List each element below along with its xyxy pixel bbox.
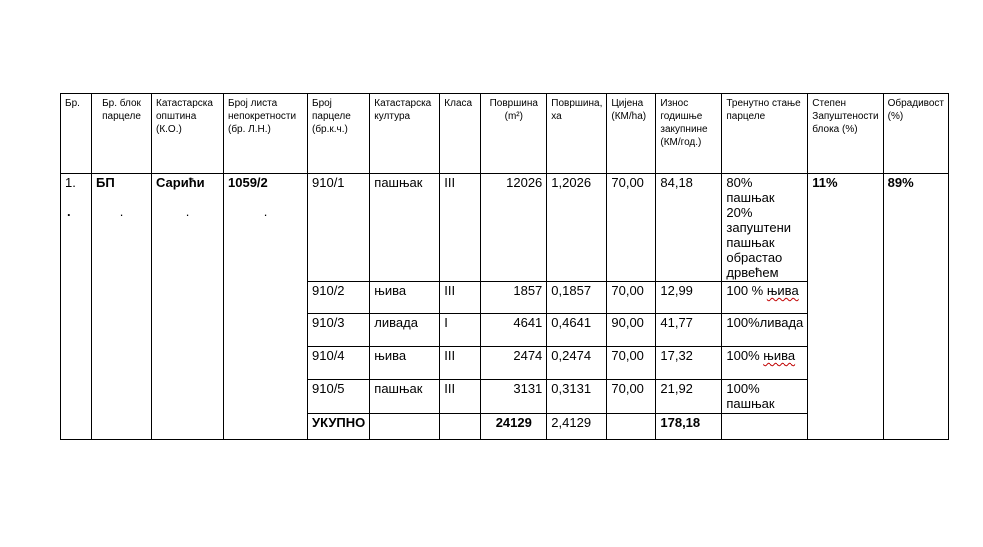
- state-prefix: 100 %: [726, 283, 767, 298]
- parcel-culture: пашњак: [370, 174, 440, 282]
- block-cell: [92, 174, 152, 440]
- parcel-state: 100%ливада: [722, 314, 808, 347]
- total-rent: 178,18: [656, 414, 722, 440]
- header-neglect: Степен Запуштености блока (%): [808, 94, 883, 174]
- total-label: УКУПНО: [308, 414, 370, 440]
- header-area-ha: Површина, ха: [547, 94, 607, 174]
- parcel-culture: њива: [370, 347, 440, 380]
- parcel-price: 90,00: [607, 314, 656, 347]
- parcel-state: [722, 282, 808, 314]
- header-rent: Износ годишње закупнине (КМ/год.): [656, 94, 722, 174]
- parcel-area-m2: 4641: [481, 314, 547, 347]
- parcel-price: 70,00: [607, 380, 656, 414]
- parcel-class: I: [440, 314, 481, 347]
- parcel-area-m2: 3131: [481, 380, 547, 414]
- municipality-cell: [152, 174, 224, 440]
- parcel-area-m2: 2474: [481, 347, 547, 380]
- table-row: [61, 174, 949, 282]
- parcel-price: 70,00: [607, 282, 656, 314]
- parcel-rent: 41,77: [656, 314, 722, 347]
- record-neglect: 11%: [808, 174, 883, 440]
- total-empty-state: [722, 414, 808, 440]
- record-cultivation: 89%: [883, 174, 948, 440]
- parcel-area-m2: 12026: [481, 174, 547, 282]
- parcel-rent: 84,18: [656, 174, 722, 282]
- parcel-culture: њива: [370, 282, 440, 314]
- record-dot: .: [67, 204, 71, 219]
- parcel-no: 910/1: [308, 174, 370, 282]
- parcel-price: 70,00: [607, 174, 656, 282]
- total-area-m2: 24129: [481, 414, 547, 440]
- record-municipality: Сарићи: [156, 175, 205, 190]
- deed-cell: [224, 174, 308, 440]
- parcel-area-ha: 0,1857: [547, 282, 607, 314]
- header-state: Тренутно стање парцеле: [722, 94, 808, 174]
- parcel-rent: 21,92: [656, 380, 722, 414]
- header-no: Бр.: [61, 94, 92, 174]
- parcel-state: [722, 347, 808, 380]
- parcel-rent: 17,32: [656, 347, 722, 380]
- total-area-ha: 2,4129: [547, 414, 607, 440]
- header-cultivation: Обрадивост (%): [883, 94, 948, 174]
- record-deed-no: 1059/2: [228, 175, 268, 190]
- parcel-class: III: [440, 380, 481, 414]
- parcel-class: III: [440, 282, 481, 314]
- parcel-area-ha: 1,2026: [547, 174, 607, 282]
- parcel-no: 910/2: [308, 282, 370, 314]
- header-price: Цијена (КМ/ha): [607, 94, 656, 174]
- parcel-class: III: [440, 174, 481, 282]
- parcel-price: 70,00: [607, 347, 656, 380]
- block-dot: .: [119, 204, 124, 219]
- record-no-cell: [61, 174, 92, 440]
- parcel-state: 100% пашњак: [722, 380, 808, 414]
- parcel-culture: пашњак: [370, 380, 440, 414]
- parcel-no: 910/4: [308, 347, 370, 380]
- state-prefix: 100%: [726, 348, 764, 363]
- header-row: [61, 94, 949, 174]
- state-word: њива: [763, 348, 796, 363]
- parcel-area-ha: 0,4641: [547, 314, 607, 347]
- parcel-rent: 12,99: [656, 282, 722, 314]
- land-parcel-table: [60, 93, 949, 440]
- header-culture: Катастарска култура: [370, 94, 440, 174]
- total-empty-culture: [370, 414, 440, 440]
- parcel-state: 80% пашњак 20% запуштени пашњак обрастао дрвећем: [722, 174, 808, 282]
- total-empty-class: [440, 414, 481, 440]
- header-deed-no: Број листа непокретности (бр. Л.Н.): [224, 94, 308, 174]
- parcel-area-ha: 0,2474: [547, 347, 607, 380]
- parcel-area-m2: 1857: [481, 282, 547, 314]
- header-class: Класа: [440, 94, 481, 174]
- parcel-class: III: [440, 347, 481, 380]
- record-block: БП: [96, 175, 115, 190]
- state-word: њива: [766, 283, 799, 298]
- header-municipality: Катастарска општина (К.О.): [152, 94, 224, 174]
- record-no: 1.: [65, 175, 76, 190]
- header-area-m2: Површина (m²): [481, 94, 547, 174]
- deed-dot: .: [263, 204, 268, 219]
- parcel-culture: ливада: [370, 314, 440, 347]
- municipality-dot: .: [185, 204, 190, 219]
- header-block: Бр. блок парцеле: [92, 94, 152, 174]
- total-empty-price: [607, 414, 656, 440]
- parcel-no: 910/5: [308, 380, 370, 414]
- header-parcel-no: Број парцеле (бр.к.ч.): [308, 94, 370, 174]
- parcel-no: 910/3: [308, 314, 370, 347]
- parcel-area-ha: 0,3131: [547, 380, 607, 414]
